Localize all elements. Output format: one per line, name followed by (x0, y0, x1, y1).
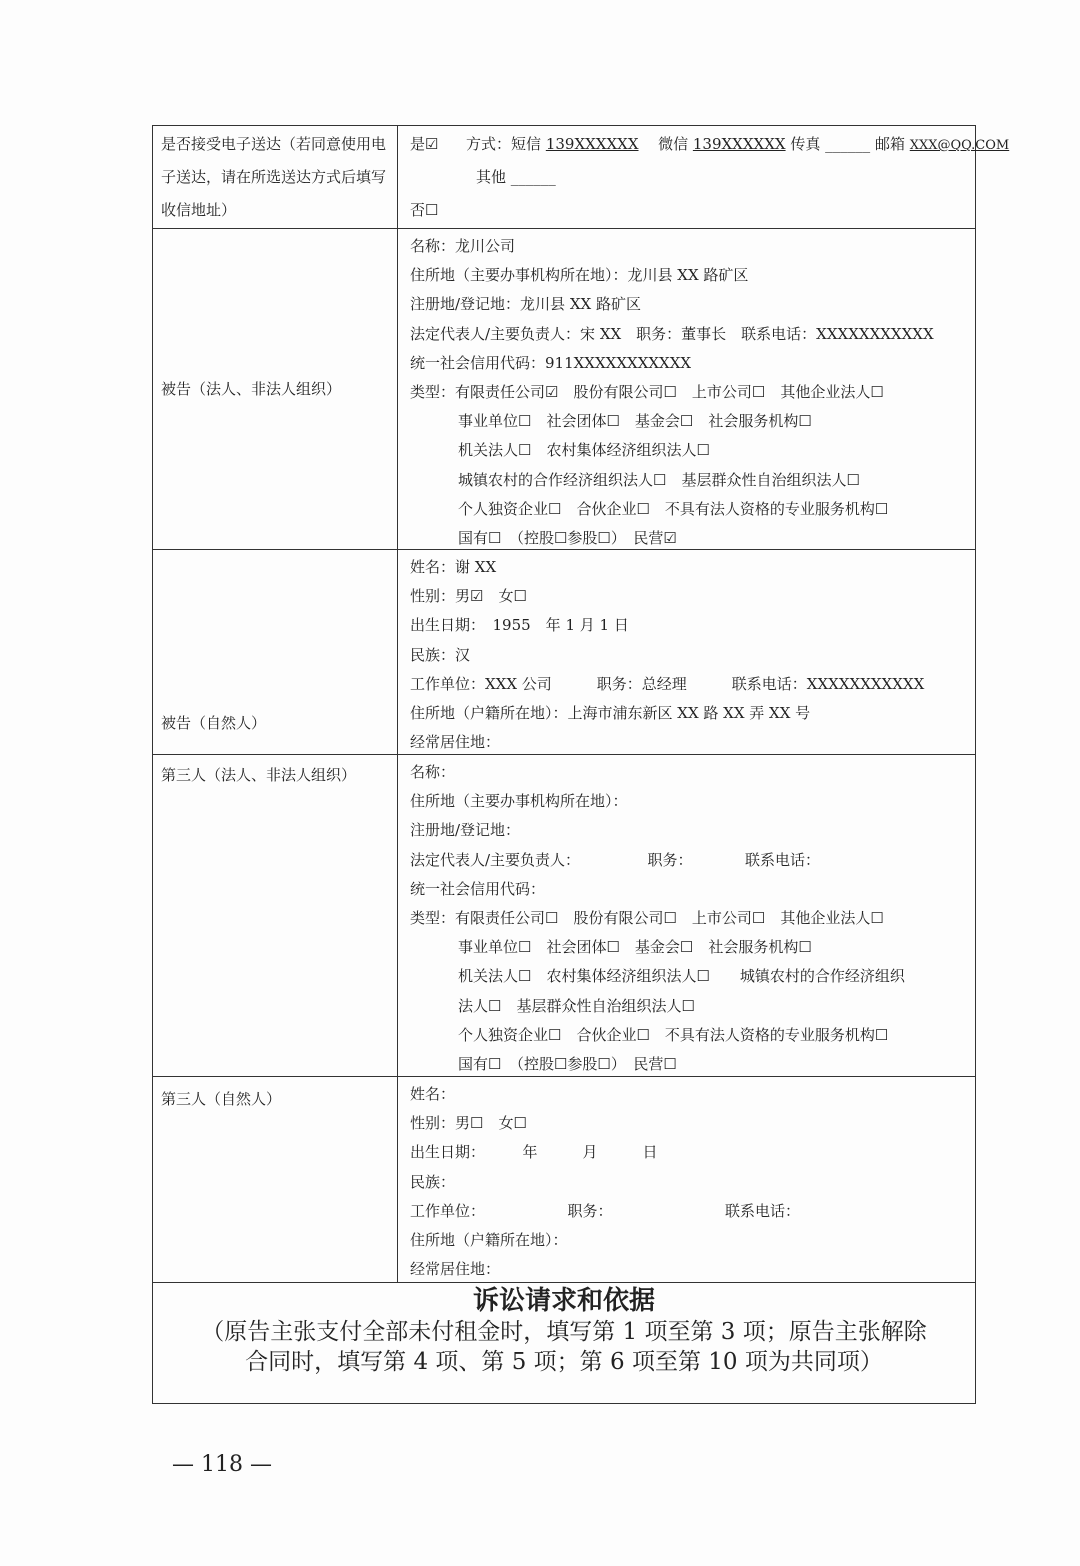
defendant-org-name: 名称：龙川公司 (410, 237, 516, 255)
wechat-label: 微信 (658, 135, 689, 153)
defendant-person-value (398, 550, 975, 754)
third-org-value (398, 755, 975, 1076)
third-person-birth: 出生日期： 年 月 日 (410, 1143, 658, 1162)
sms-number: 139XXXXXX (545, 135, 639, 153)
electronic-service-label: 是否接受电子送达（若同意使用电子送达，请在所选送达方式后填写收信地址） (153, 126, 398, 228)
third-person-ethnic: 民族： (410, 1172, 456, 1191)
defendant-person-domicile: 住所地（户籍所在地）：上海市浦东新区 XX 路 XX 弄 XX 号 (410, 703, 811, 722)
page-number: — 118 — (172, 1452, 272, 1477)
third-person-work: 工作单位： 职务： 联系电话： (410, 1201, 801, 1220)
electronic-yes[interactable]: 是☑ (410, 135, 439, 153)
third-org-registered: 注册地/登记地： (410, 821, 521, 840)
defendant-org-value (398, 229, 975, 549)
third-org-address: 住所地（主要办事机构所在地）： (410, 792, 628, 811)
other-label: 其他 (476, 168, 507, 186)
third-org-credit: 统一社会信用代码： (410, 879, 546, 898)
fax-value: ______ (825, 135, 871, 153)
third-org-label: 第三人（法人、非法人组织） (153, 755, 398, 1076)
third-person-gender[interactable]: 性别：男☐ 女☐ (410, 1114, 527, 1133)
defendant-person-row (153, 550, 975, 755)
complaint-form-table (152, 125, 1010, 1404)
third-org-type-3[interactable]: 机关法人☐ 农村集体经济组织法人☐ 城镇农村的合作经济组织 (458, 967, 905, 986)
claims-title: 诉讼请求和依据 (472, 1286, 655, 1316)
defendant-org-address: 住所地（主要办事机构所在地）：龙川县 XX 路矿区 (410, 266, 749, 285)
third-org-type-6[interactable]: 国有☐ （控股☐参股☐） 民营☐ (458, 1054, 677, 1073)
defendant-org-type-5[interactable]: 个人独资企业☐ 合伙企业☐ 不具有法人资格的专业服务机构☐ (458, 499, 889, 518)
defendant-org-credit: 统一社会信用代码：911XXXXXXXXXXX (410, 353, 692, 372)
third-org-row (153, 755, 975, 1077)
claims-row (153, 1283, 975, 1403)
defendant-org-type-3[interactable]: 机关法人☐ 农村集体经济组织法人☐ (458, 441, 710, 460)
defendant-org-type-4[interactable]: 城镇农村的合作经济组织法人☐ 基层群众性自治组织法人☐ (458, 470, 860, 489)
third-person-label: 第三人（自然人） (153, 1077, 398, 1282)
third-person-row (153, 1077, 975, 1283)
defendant-org-row (153, 229, 975, 550)
claims-note-line-1: （原告主张支付全部未付租金时，填写第 1 项至第 3 项；原告主张解除 (201, 1319, 927, 1345)
defendant-person-birth: 出生日期： 1955 年 1 月 1 日 (410, 616, 629, 635)
defendant-org-type-1[interactable]: 类型：有限责任公司☑ 股份有限公司☐ 上市公司☐ 其他企业法人☐ (410, 382, 884, 401)
third-person-value (398, 1077, 975, 1282)
third-org-type-1[interactable]: 类型：有限责任公司☐ 股份有限公司☐ 上市公司☐ 其他企业法人☐ (410, 908, 884, 927)
third-org-type-5[interactable]: 个人独资企业☐ 合伙企业☐ 不具有法人资格的专业服务机构☐ (458, 1025, 889, 1044)
third-org-rep: 法定代表人/主要负责人： 职务： 联系电话： (410, 850, 821, 869)
third-org-name: 名称： (410, 763, 456, 781)
defendant-person-gender[interactable]: 性别：男☑ 女☐ (410, 587, 527, 606)
third-person-name: 姓名： (410, 1085, 456, 1103)
third-person-domicile: 住所地（户籍所在地）： (410, 1230, 568, 1249)
electronic-no[interactable]: 否☐ (410, 201, 439, 219)
defendant-org-label: 被告（法人、非法人组织） (153, 229, 398, 549)
defendant-person-work: 工作单位：XXX 公司 职务：总经理 联系电话：XXXXXXXXXXX (410, 674, 925, 693)
other-value: ______ (510, 168, 556, 186)
email-value: XXX@QQ.COM (909, 138, 1010, 153)
electronic-service-value (398, 126, 1015, 228)
claims-heading (153, 1283, 975, 1403)
defendant-org-rep: 法定代表人/主要负责人：宋 XX 职务：董事长 联系电话：XXXXXXXXXXX (410, 324, 934, 343)
electronic-service-row (153, 126, 1010, 229)
method-label: 方式：短信 (466, 135, 542, 153)
wechat-number: 139XXXXXX (692, 135, 786, 153)
third-person-residence: 经常居住地： (410, 1260, 501, 1279)
defendant-org-type-6[interactable]: 国有☐ （控股☐参股☐） 民营☑ (458, 528, 677, 547)
defendant-person-label: 被告（自然人） (153, 550, 398, 754)
fax-label: 传真 (790, 135, 821, 153)
defendant-person-name: 姓名：谢 XX (410, 558, 497, 576)
defendant-org-registered: 注册地/登记地：龙川县 XX 路矿区 (410, 295, 641, 314)
third-org-type-2[interactable]: 事业单位☐ 社会团体☐ 基金会☐ 社会服务机构☐ (458, 938, 812, 957)
defendant-person-ethnic: 民族：汉 (410, 645, 471, 664)
email-label: 邮箱 (874, 135, 905, 153)
defendant-org-type-2[interactable]: 事业单位☐ 社会团体☐ 基金会☐ 社会服务机构☐ (458, 412, 812, 431)
third-org-type-4[interactable]: 法人☐ 基层群众性自治组织法人☐ (458, 996, 695, 1015)
claims-note-line-2: 合同时，填写第 4 项、第 5 项；第 6 项至第 10 项为共同项） (245, 1349, 883, 1375)
defendant-person-residence: 经常居住地： (410, 733, 501, 752)
